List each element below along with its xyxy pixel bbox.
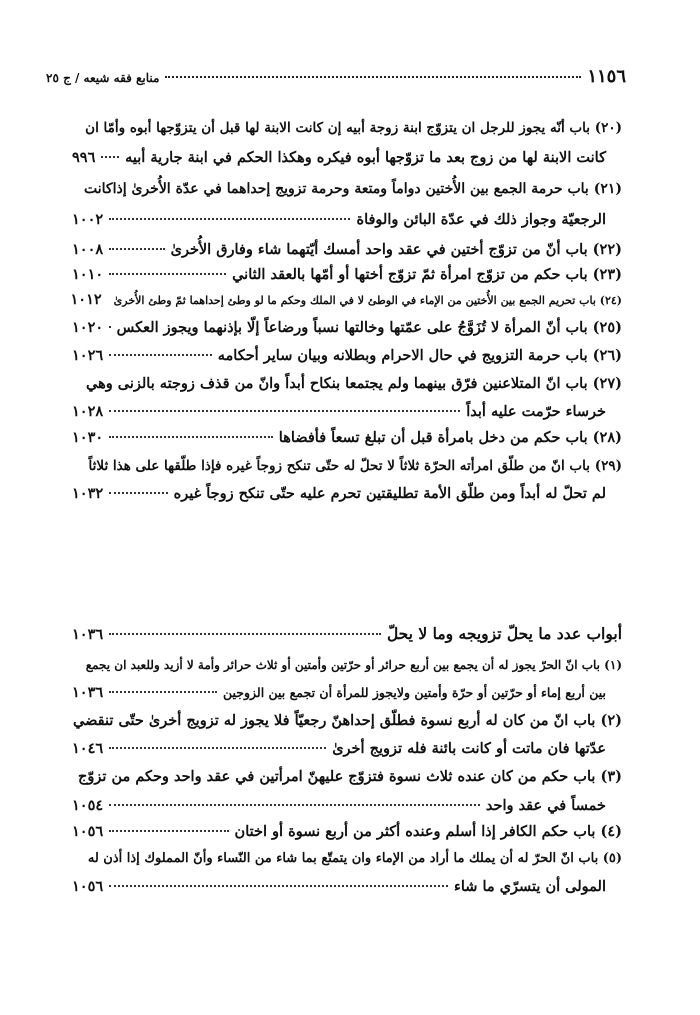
entry-text: (١) باب انّ الحرّ يجوز له أن يجمع بين أربع حرائر أو حرّتين وأمتين أو ثلاث حرائر وأمة لا أزيد وللعبد ان يجمع — [85, 658, 622, 672]
entry-page: ١٠٣٦ — [72, 626, 104, 643]
toc-entry-2 — [72, 711, 622, 731]
toc-entry-5-cont — [72, 877, 606, 897]
entry-text: خمساً في عقد واحد — [485, 797, 606, 814]
entry-text: (٢) باب انّ من كان له أربع نسوة فطلّق إحداهنّ رجعيّاً فلا يجوز له تزويج أخرىٰ حتّى تنقضي — [73, 712, 622, 729]
entry-text: (٢٦) باب حرمة التزويج في حال الاحرام وبطلانه وبيان ساير أحكامه — [217, 347, 622, 364]
page-number: ١١٥٦ — [587, 66, 626, 87]
dot-leader — [109, 804, 480, 806]
entry-text: كانت الابنة لها من زوج بعد ما تزوّجها أبوه فيكره وهكذا الحكم في ابنة جارية أبيه — [125, 149, 606, 166]
entry-text: (٢٧) باب انّ المتلاعنين فرّق بينهما ولم يجتمعا بنكاح أبداً وانّ من قذف زوجته بالزنى وهي — [85, 375, 622, 392]
entry-text: (٥) باب انّ الحرّ له أن يملك ما أراد من الإماء وان يتمتّع بما شاء من النّساء وأنّ المملوك إذا أذن له — [87, 851, 622, 866]
entry-page: ١٠٣٠ — [72, 429, 104, 446]
dot-leader — [109, 248, 164, 250]
toc-entry-23 — [72, 265, 622, 285]
dot-leader — [109, 691, 217, 693]
entry-text: (٤) باب حكم الكافر إذا أسلم وعنده أكثر من أربع نسوة أو اختان — [234, 823, 622, 840]
toc-entry-25 — [72, 318, 622, 338]
entry-page: ١٠٥٦ — [72, 878, 104, 895]
toc-entry-2-cont — [72, 739, 606, 759]
toc-entry-27-cont — [72, 402, 606, 422]
entry-text: (٢٨) باب حكم من دخل بامرأة قبل أن تبلغ تسعاً فأفضاها — [278, 429, 622, 446]
entry-text: بين أربع إماء أو حرّتين أو حرّة وأمتين ولايجوز للمرأة أن تجمع بين الزوجين — [222, 685, 606, 700]
dot-leader — [101, 156, 119, 158]
entry-page: ١٠١٢ — [70, 291, 102, 308]
entry-page: ١٠٥٤ — [72, 797, 104, 814]
dot-leader — [109, 273, 226, 275]
toc-entry-27 — [72, 374, 622, 394]
toc-entry-21 — [72, 179, 622, 199]
dot-leader — [109, 218, 350, 220]
entry-text: الرجعيّة وجواز ذلك في عدّة البائن والوفاة — [356, 211, 606, 228]
entry-text: (٢٣) باب حكم من تزوّج امرأة ثمّ تزوّج أختها أو أمّها بالعقد الثاني — [232, 266, 622, 283]
entry-page: ١٠٥٦ — [72, 823, 104, 840]
entry-text: المولى أن يتسرّي ما شاء — [454, 878, 606, 895]
entry-text: (٢٩) باب انّ من طلّق امرأته الحرّة ثلاثاً لا تحلّ له حتّى تنكح زوجاً غيره فإذا طلّقها على هذا ثلاثاً — [88, 458, 622, 474]
entry-page: ١٠٣٢ — [72, 485, 104, 502]
toc-entry-1 — [72, 655, 622, 675]
entry-page: ٩٩٦ — [72, 149, 96, 166]
toc-entry-5 — [72, 849, 622, 869]
dot-leader — [109, 326, 111, 328]
entry-page: ١٠٢٨ — [72, 403, 104, 420]
toc-entry-1-cont — [72, 683, 606, 703]
section-heading — [72, 624, 622, 645]
entry-page: ١٠١٠ — [72, 266, 104, 283]
toc-entry-29 — [72, 456, 622, 476]
heading-text: أبواب عدد ما يحلّ تزويجه وما لا يحلّ — [386, 624, 622, 643]
toc-entry-3 — [72, 767, 622, 787]
toc-entry-22 — [72, 240, 622, 260]
dot-leader — [109, 354, 212, 356]
toc-entry-26 — [72, 346, 622, 366]
entry-page: ١٠٠٨ — [72, 241, 104, 258]
toc-entry-29-cont — [72, 484, 606, 504]
dot-leader — [109, 830, 228, 832]
entry-page: ١٠٠٢ — [72, 211, 104, 228]
entry-page: ١٠٤٦ — [72, 740, 104, 757]
entry-text: خرساء حرّمت عليه أبداً — [466, 403, 606, 420]
book-title: منابع فقه شيعه / ج ٢٥ — [46, 71, 160, 85]
entry-text: (٢٢) باب أنّ من تزوّج أختين في عقد واحد أمسك أيّتهما شاء وفارق الأُخرىٰ — [170, 241, 622, 258]
toc-entry-20-cont — [72, 148, 606, 168]
entry-page: ١٠٣٦ — [72, 684, 104, 701]
entry-text: لم تحلّ له أبداً ومن طلّق الأمة تطليقتين تحرم عليه حتّى تنكح زوجاً غيره — [173, 485, 606, 502]
entry-page: ١٠٢٠ — [72, 319, 104, 336]
entry-text: (٢٤) باب تحريم الجمع بين الأُختين من الإماء في الوطئ لا في الملك وحكم ما لو وطئ إحداهما ثمّ وطئ الأُخرىٰ — [113, 294, 622, 307]
dot-leader — [109, 492, 167, 494]
dot-leader — [165, 76, 581, 78]
dot-leader — [109, 436, 273, 438]
toc-entry-21-cont — [72, 210, 606, 230]
entry-page: ١٠٢٦ — [72, 347, 104, 364]
entry-text: عدّتها فان ماتت أو كانت بائنة فله تزويج أخرىٰ — [332, 740, 606, 757]
dot-leader — [109, 747, 326, 749]
dot-leader — [109, 410, 460, 412]
toc-entry-4 — [72, 822, 622, 842]
entry-text: (٢١) باب حرمة الجمع بين الأُختين دواماً ومتعة وحرمة تزويج إحداهما في عدّة الأُخرىٰ إذاكانت — [84, 181, 622, 197]
entry-text: (٢٥) باب أنّ المرأة لا تُزَوَّجُ على عمّتها وخالتها نسباً ورضاعاً إلّا بإذنهما ويجوز العكس — [116, 319, 622, 336]
toc-entry-3-cont — [72, 796, 606, 816]
dot-leader — [109, 885, 448, 887]
toc-entry-24 — [72, 290, 622, 311]
entry-text: (٣) باب حكم من كان عنده ثلاث نسوة فتزوّج عليهنّ امرأتين في عقد واحد وحكم من تزوّج — [78, 768, 622, 785]
entry-text: (٢٠) باب أنّه يجوز للرجل ان يتزوّج ابنة زوجة أبيه إن كانت الابنة لها قبل أن يتزوّجها أبوه وأمّا ان — [85, 120, 622, 136]
toc-entry-28 — [72, 428, 622, 448]
dot-leader — [109, 633, 381, 635]
running-header — [46, 66, 626, 87]
toc-entry-20 — [72, 118, 622, 138]
